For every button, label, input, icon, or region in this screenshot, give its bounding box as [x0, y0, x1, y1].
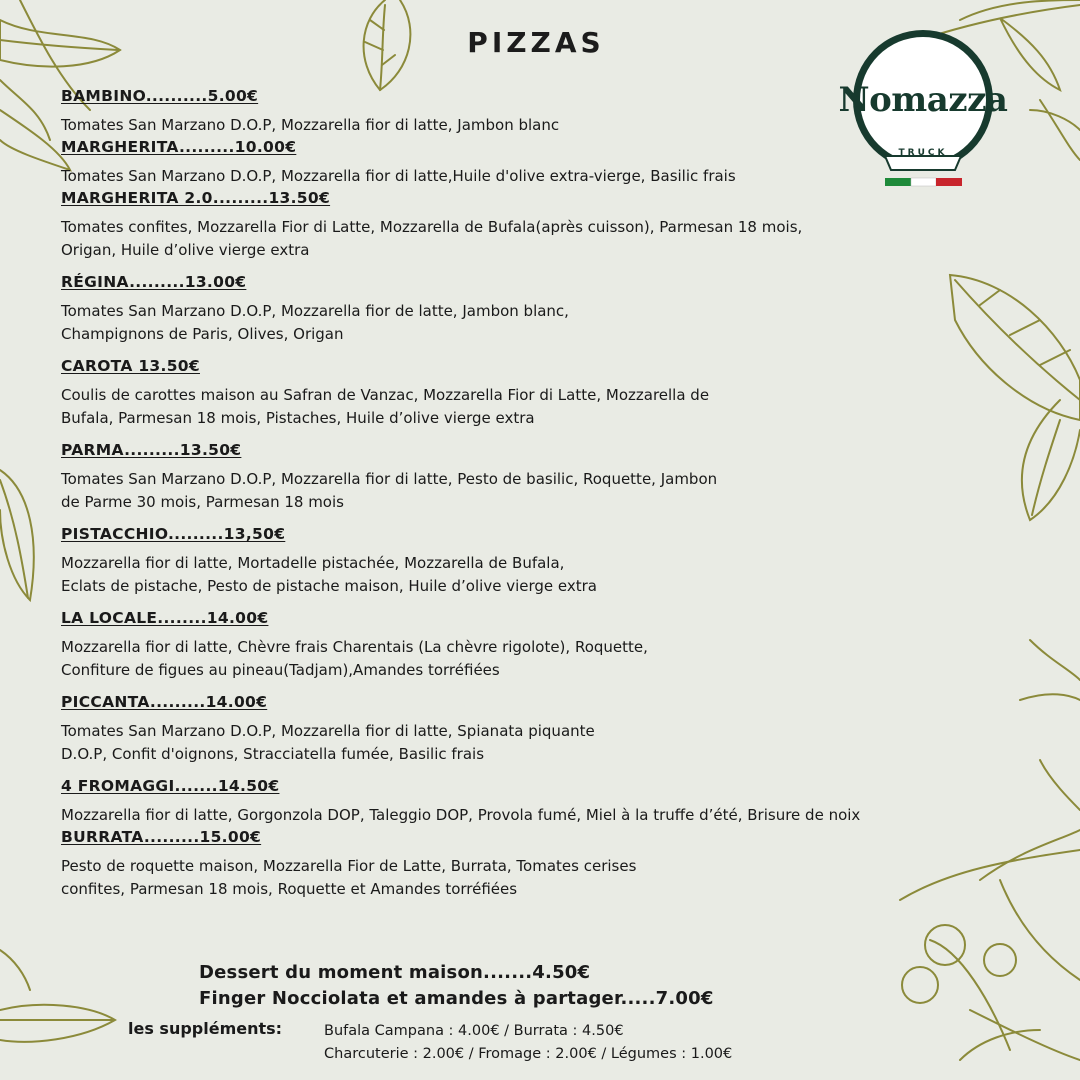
menu-item: [61, 186, 961, 262]
menu-item: [61, 825, 961, 901]
page-title: PIZZAS: [467, 26, 605, 59]
supplements-label: les suppléments:: [128, 1019, 283, 1038]
menu-item: [61, 690, 961, 766]
supplement-line: Bufala Campana : 4.00€ / Burrata : 4.50€: [324, 1023, 624, 1039]
extra-item: Dessert du moment maison.......4.50€: [199, 962, 591, 983]
menu-item-name: 4 FROMAGGI.......14.50€: [61, 777, 280, 795]
menu-item: [61, 135, 961, 188]
menu-item-name: PICCANTA.........14.00€: [61, 693, 268, 711]
supplement-line: Charcuterie : 2.00€ / Fromage : 2.00€ / Légumes : 1.00€: [324, 1046, 733, 1062]
menu-item: [61, 438, 961, 514]
menu-item-desc: Tomates San Marzano D.O.P, Mozzarella fior di latte,Huile d'olive extra-vierge, Basilic frais: [61, 167, 736, 185]
menu-item-name: CAROTA 13.50€: [61, 357, 200, 375]
menu-item-name: BURRATA.........15.00€: [61, 828, 262, 846]
logo-sub-text: TRUCK: [898, 148, 948, 158]
menu-item-desc: Tomates San Marzano D.O.P, Mozzarella fior di latte, Spianata piquante D.O.P, Confit d'oignons, Stracciatella fumée, Basilic frais: [61, 722, 595, 763]
menu-item-desc: Mozzarella fior di latte, Gorgonzola DOP, Taleggio DOP, Provola fumé, Miel à la truffe d’été, Brisure de noix: [61, 806, 861, 824]
menu-item: [61, 270, 961, 346]
extra-item: Finger Nocciolata et amandes à partager.....7.00€: [199, 988, 714, 1009]
menu-item-desc: Tomates San Marzano D.O.P, Mozzarella fior de latte, Jambon blanc, Champignons de Paris, Olives, Origan: [61, 302, 569, 343]
logo-brand-text: Nomazza: [838, 80, 1008, 120]
menu-item-name: BAMBINO..........5.00€: [61, 87, 259, 105]
menu-item-desc: Mozzarella fior di latte, Mortadelle pistachée, Mozzarella de Bufala, Eclats de pistache, Pesto de pistache maison, Huile d’olive vierge extra: [61, 554, 597, 595]
menu-item-name: PARMA.........13.50€: [61, 441, 242, 459]
supplements-list: [324, 1020, 732, 1066]
menu-item: [61, 522, 961, 598]
menu-item: [61, 84, 961, 137]
extras-list: [199, 960, 714, 1012]
menu-item-desc: Tomates San Marzano D.O.P, Mozzarella fior di latte, Pesto de basilic, Roquette, Jambon de Parme 30 mois, Parmesan 18 mois: [61, 470, 718, 511]
menu-item-name: RÉGINA.........13.00€: [61, 273, 247, 291]
menu-item-desc: Mozzarella fior di latte, Chèvre frais Charentais (La chèvre rigolote), Roquette, Confiture de figues au pineau(Tadjam),Amandes torréfiées: [61, 638, 648, 679]
menu-item: [61, 354, 961, 430]
menu-item: [61, 774, 961, 827]
menu-item-desc: Pesto de roquette maison, Mozzarella Fior de Latte, Burrata, Tomates cerises confites, Parmesan 18 mois, Roquette et Amandes torréfiées: [61, 857, 637, 898]
menu-item-desc: Coulis de carottes maison au Safran de Vanzac, Mozzarella Fior di Latte, Mozzarella de Bufala, Parmesan 18 mois, Pistaches, Huile d’olive vierge extra: [61, 386, 710, 427]
menu-item-name: PISTACCHIO.........13,50€: [61, 525, 286, 543]
menu-item-name: MARGHERITA.........10.00€: [61, 138, 297, 156]
menu-item-name: LA LOCALE........14.00€: [61, 609, 269, 627]
menu-item: [61, 606, 961, 682]
pizza-list: [61, 84, 961, 901]
menu-item-name: MARGHERITA 2.0.........13.50€: [61, 189, 331, 207]
menu-item-desc: Tomates confites, Mozzarella Fior di Latte, Mozzarella de Bufala(après cuisson), Parmesan 18 mois, Origan, Huile d’olive vierge extra: [61, 218, 803, 259]
menu-item-desc: Tomates San Marzano D.O.P, Mozzarella fior di latte, Jambon blanc: [61, 116, 560, 134]
